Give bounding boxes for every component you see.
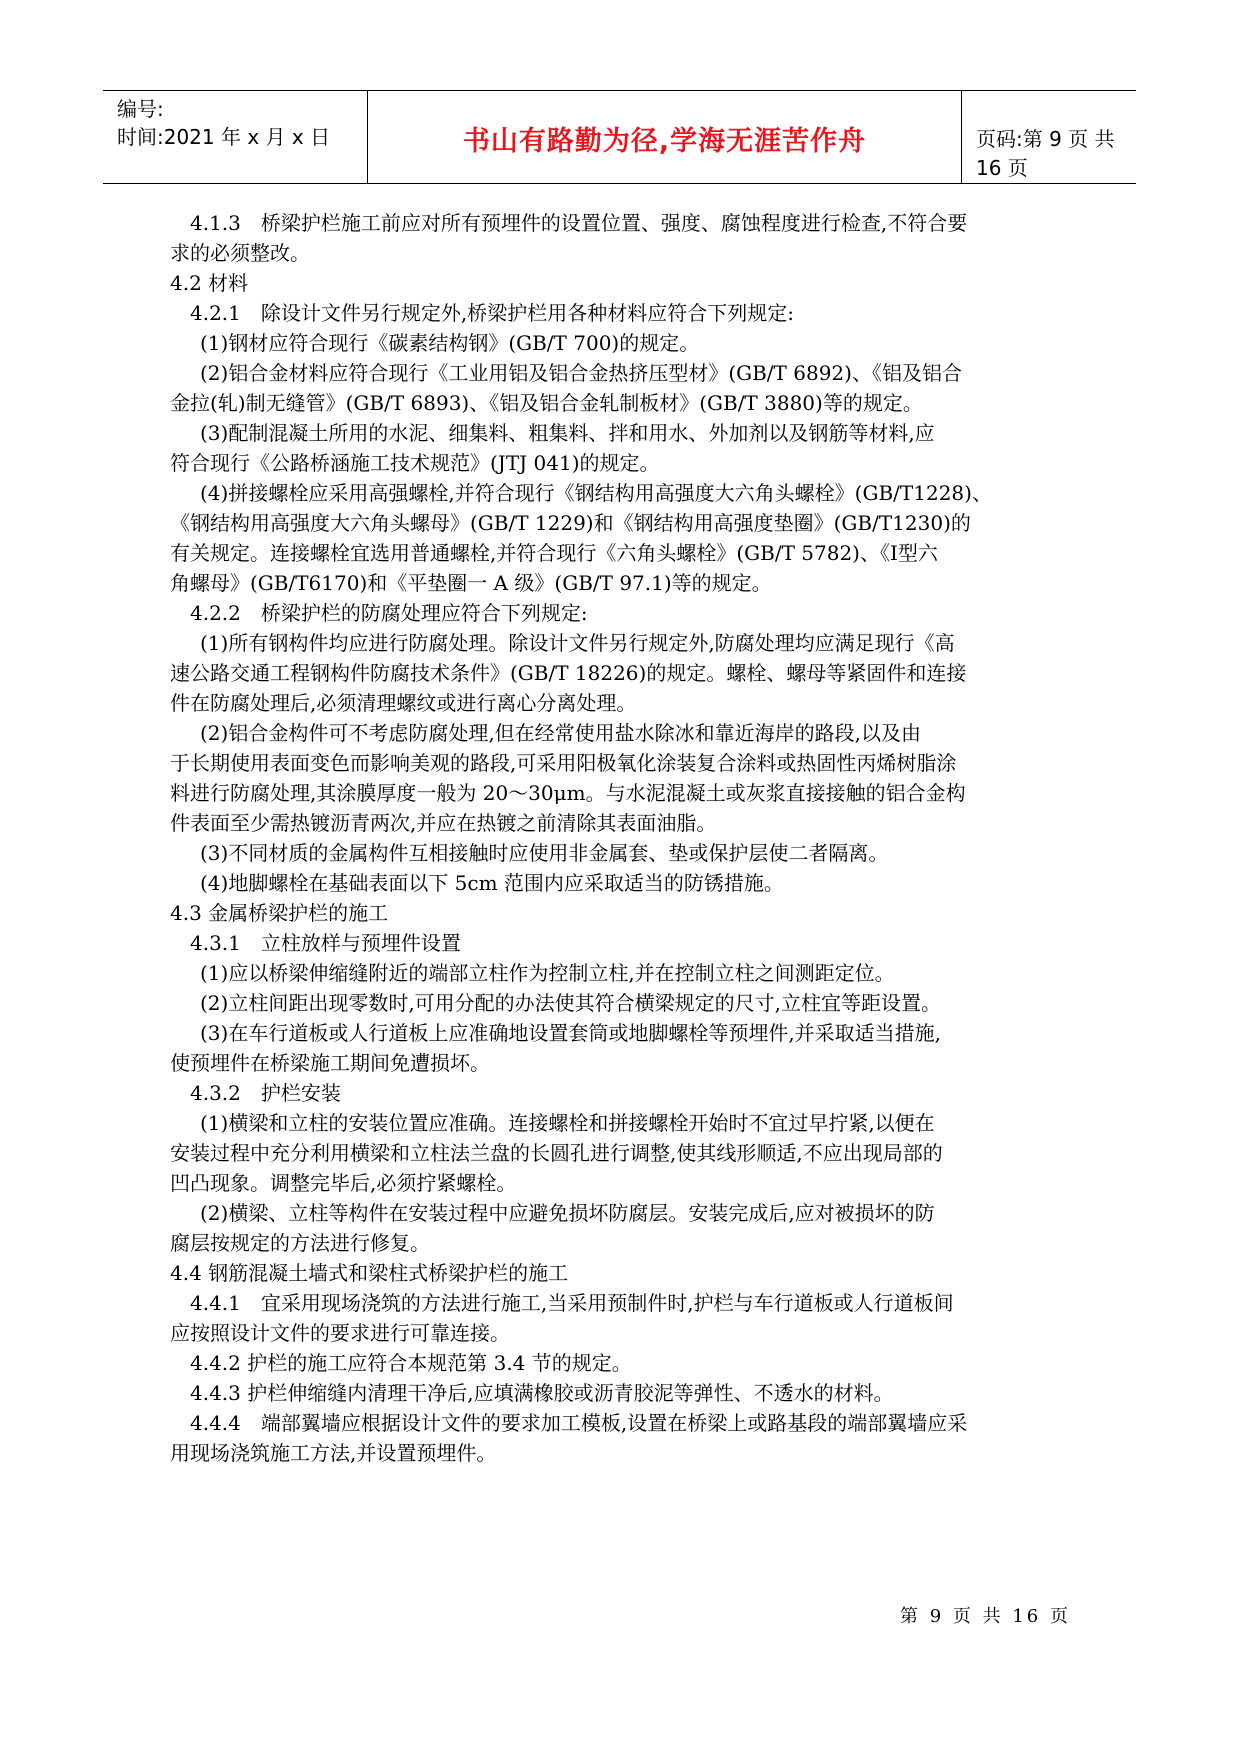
body-line: (1)应以桥梁伸缩缝附近的端部立柱作为控制立柱,并在控制立柱之间测距定位。 (200, 961, 895, 985)
body-line: 安装过程中充分利用横梁和立柱法兰盘的长圆孔进行调整,使其线形顺适,不应出现局部的 (170, 1141, 943, 1165)
body-line: (3)配制混凝土所用的水泥、细集料、粗集料、拌和用水、外加剂以及钢筋等材料,应 (200, 421, 935, 445)
document-number-label: 编号: (117, 97, 164, 121)
body-line: 使预埋件在桥梁施工期间免遭损坏。 (170, 1051, 490, 1075)
body-line: 腐层按规定的方法进行修复。 (170, 1231, 430, 1255)
section-heading: 4.4 钢筋混凝土墙式和梁柱式桥梁护栏的施工 (170, 1261, 569, 1285)
footer-page-number: 第 9 页 共 16 页 (900, 1606, 1071, 1627)
body-line: (1)横梁和立柱的安装位置应准确。连接螺栓和拼接螺栓开始时不宜过早拧紧,以便在 (200, 1111, 935, 1135)
body-line: (2)横梁、立柱等构件在安装过程中应避免损坏防腐层。安装完成后,应对被损坏的防 (200, 1201, 935, 1225)
body-line: 4.2.1 除设计文件另行规定外,桥梁护栏用各种材料应符合下列规定: (190, 301, 794, 325)
body-line: 件在防腐处理后,必须清理螺纹或进行离心分离处理。 (170, 691, 637, 715)
body-line: (2)立柱间距出现零数时,可用分配的办法使其符合横梁规定的尺寸,立柱宜等距设置。 (200, 991, 942, 1015)
header-page-number: 页码:第 9 页 共 16 页 (976, 127, 1115, 180)
body-line: 有关规定。连接螺栓宜选用普通螺栓,并符合现行《六角头螺栓》(GB/T 5782)、《Ⅰ型六 (170, 541, 938, 565)
header-motto-cell (368, 91, 962, 183)
body-line: 4.1.3 桥梁护栏施工前应对所有预埋件的设置位置、强度、腐蚀程度进行检查,不符合要 (190, 211, 968, 235)
section-heading: 4.3 金属桥梁护栏的施工 (170, 901, 389, 925)
section-heading: 4.2 材料 (170, 271, 249, 295)
body-line: 4.4.4 端部翼墙应根据设计文件的要求加工模板,设置在桥梁上或路基段的端部翼墙应采 (190, 1411, 968, 1435)
body-line: 金拉(轧)制无缝管》(GB/T 6893)、《铝及铝合金轧制板材》(GB/T 3880)等的规定。 (170, 391, 923, 415)
body-line: (4)地脚螺栓在基础表面以下 5cm 范围内应采取适当的防锈措施。 (200, 871, 784, 895)
body-line: 角螺母》(GB/T6170)和《平垫圈一 A 级》(GB/T 97.1)等的规定。 (170, 571, 772, 595)
body-line: (3)不同材质的金属构件互相接触时应使用非金属套、垫或保护层使二者隔离。 (200, 841, 889, 865)
body-line: 4.4.1 宜采用现场浇筑的方法进行施工,当采用预制件时,护栏与车行道板或人行道板间 (190, 1291, 954, 1315)
body-line: 《钢结构用高强度大六角头螺母》(GB/T 1229)和《钢结构用高强度垫圈》(GB/T1230)的 (170, 511, 971, 535)
header-page-cell (962, 91, 1136, 183)
body-line: 件表面至少需热镀沥青两次,并应在热镀之前清除其表面油脂。 (170, 811, 717, 835)
body-line: (1)钢材应符合现行《碳素结构钢》(GB/T 700)的规定。 (200, 331, 700, 355)
body-line: 4.4.2 护栏的施工应符合本规范第 3.4 节的规定。 (190, 1351, 632, 1375)
body-line: 4.2.2 桥梁护栏的防腐处理应符合下列规定: (190, 601, 588, 625)
body-line: (2)铝合金材料应符合现行《工业用铝及铝合金热挤压型材》(GB/T 6892)、《铝及铝合 (200, 361, 962, 385)
body-line: 用现场浇筑施工方法,并设置预埋件。 (170, 1441, 497, 1465)
header-meta-cell (103, 91, 368, 183)
document-header (103, 90, 1136, 184)
subsection-heading: 4.3.1 立柱放样与预埋件设置 (190, 931, 461, 955)
body-line: 凹凸现象。调整完毕后,必须拧紧螺栓。 (170, 1171, 517, 1195)
body-line: (2)铝合金构件可不考虑防腐处理,但在经常使用盐水除冰和靠近海岸的路段,以及由 (200, 721, 922, 745)
body-line: (3)在车行道板或人行道板上应准确地设置套筒或地脚螺栓等预埋件,并采取适当措施, (200, 1021, 942, 1045)
body-line: 应按照设计文件的要求进行可靠连接。 (170, 1321, 510, 1345)
body-line: (4)拼接螺栓应采用高强螺栓,并符合现行《钢结构用高强度大六角头螺栓》(GB/T1228)、 (200, 481, 992, 505)
subsection-heading: 4.3.2 护栏安装 (190, 1081, 341, 1105)
body-line: 求的必须整改。 (170, 241, 310, 265)
body-line: 4.4.3 护栏伸缩缝内清理干净后,应填满橡胶或沥青胶泥等弹性、不透水的材料。 (190, 1381, 894, 1405)
body-line: 料进行防腐处理,其涂膜厚度一般为 20～30μm。与水泥混凝土或灰浆直接接触的铝合金构 (170, 781, 966, 805)
header-motto: 书山有路勤为径,学海无涯苦作舟 (462, 126, 867, 157)
body-line: 符合现行《公路桥涵施工技术规范》(JTJ 041)的规定。 (170, 451, 660, 475)
document-time-label: 时间:2021 年 x 月 x 日 (117, 125, 331, 149)
body-line: (1)所有钢构件均应进行防腐处理。除设计文件另行规定外,防腐处理均应满足现行《高 (200, 631, 955, 655)
body-line: 于长期使用表面变色而影响美观的路段,可采用阳极氧化涂装复合涂料或热固性丙烯树脂涂 (170, 751, 957, 775)
body-line: 速公路交通工程钢构件防腐技术条件》(GB/T 18226)的规定。螺栓、螺母等紧固件和连接 (170, 661, 967, 685)
